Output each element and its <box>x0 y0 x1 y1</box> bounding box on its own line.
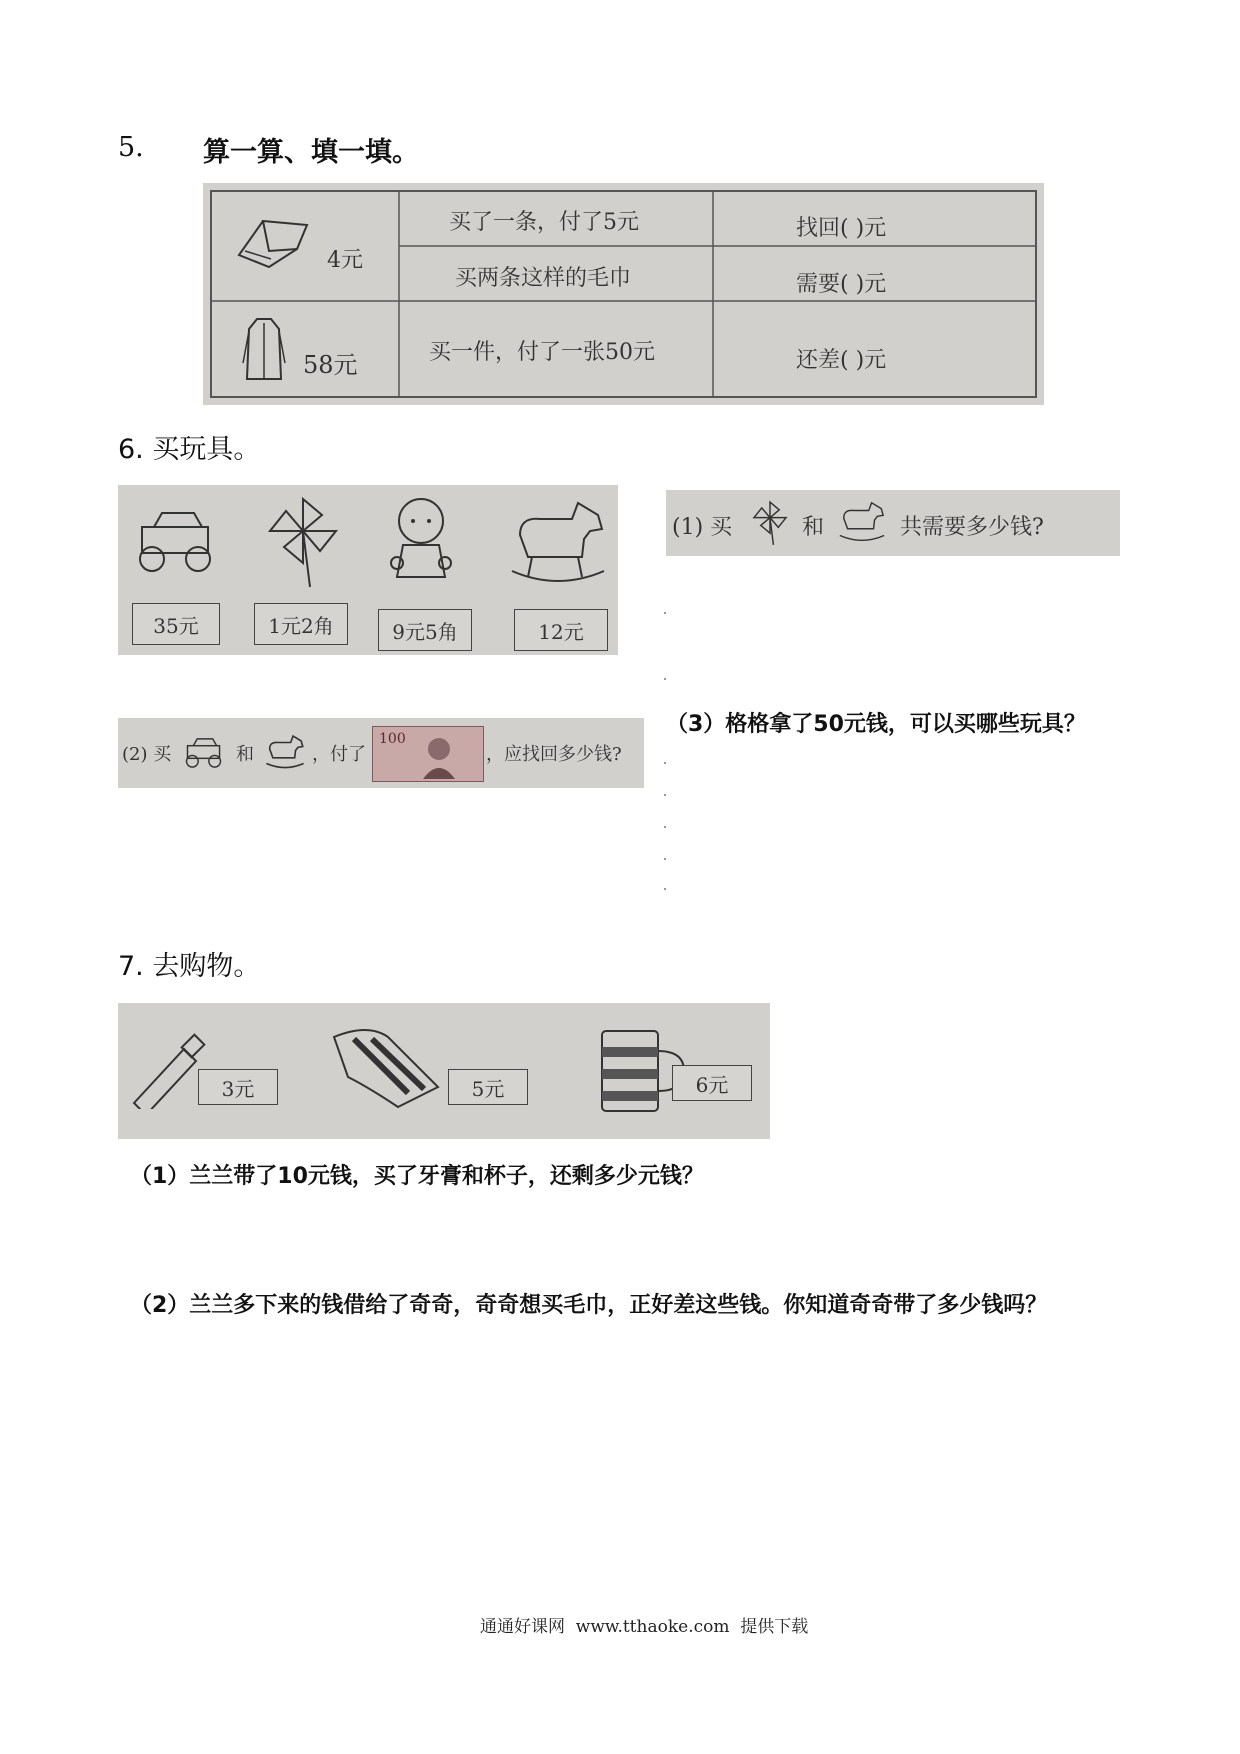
margin-dot <box>664 858 666 860</box>
pinwheel-icon <box>266 495 340 589</box>
rocking-horse-icon <box>264 732 306 774</box>
portrait-icon <box>419 733 459 779</box>
doll-icon <box>383 493 459 593</box>
q6-title: 6. 买玩具。 <box>118 434 261 465</box>
row2-action: 买两条这样的毛巾 <box>455 266 632 291</box>
q6-sub1-mid: 和 <box>802 515 825 540</box>
q6-sub3: （3）格格拿了50元钱，可以买哪些玩具？ <box>666 712 1086 737</box>
q5-table-photo <box>203 183 1044 405</box>
margin-dot <box>664 612 666 614</box>
banknote-value: 100 <box>379 731 406 747</box>
q6-sub2-prefix: (2) 买 <box>122 744 172 765</box>
footer-credit: 通通好课网 www.tthaoke.com 提供下载 <box>480 1617 809 1637</box>
q6-sub2-photo <box>118 718 644 788</box>
toy-car-icon <box>132 507 220 577</box>
margin-dot <box>664 888 666 890</box>
q6-sub2-paid: ，付了 <box>312 744 366 765</box>
towel-icon <box>328 1017 444 1113</box>
row3-answer[interactable]: 还差( )元 <box>796 348 887 373</box>
margin-dot <box>664 826 666 828</box>
pinwheel-price: 1元2角 <box>254 603 348 645</box>
q7-items-photo <box>118 1003 770 1139</box>
toothpaste-icon <box>124 1029 206 1109</box>
q6-sub1-suffix: 共需要多少钱? <box>900 515 1044 540</box>
toy-car-icon <box>182 736 226 770</box>
row2-answer[interactable]: 需要( )元 <box>796 272 887 297</box>
banknote-100-icon <box>372 726 484 782</box>
q7-sub2: （2）兰兰多下来的钱借给了奇奇，奇奇想买毛巾，正好差这些钱。你知道奇奇带了多少钱吗？ <box>130 1293 1048 1318</box>
towel-icon <box>233 215 311 271</box>
towel-price: 5元 <box>448 1069 528 1105</box>
cup-price: 6元 <box>672 1065 752 1101</box>
q7-sub1: （1）兰兰带了10元钱，买了牙膏和杯子，还剩多少元钱？ <box>130 1164 704 1189</box>
q5-title: 算一算、填一填。 <box>203 137 419 168</box>
towel-price: 4元 <box>327 248 363 273</box>
rocking-horse-icon <box>836 498 888 548</box>
margin-dot <box>664 762 666 764</box>
coat-icon <box>241 313 287 385</box>
toothpaste-price: 3元 <box>198 1069 278 1105</box>
doll-price: 9元5角 <box>378 609 472 651</box>
q6-sub1-prefix: (1) 买 <box>672 515 733 540</box>
margin-dot <box>664 678 666 680</box>
coat-price: 58元 <box>303 351 358 379</box>
q6-toys-photo <box>118 485 618 655</box>
row1-answer[interactable]: 找回( )元 <box>796 216 887 241</box>
toy-car-price: 35元 <box>132 603 220 645</box>
row1-action: 买了一条，付了5元 <box>449 210 639 235</box>
q6-sub2-mid: 和 <box>236 744 254 765</box>
q5-number: 5. <box>118 132 144 163</box>
rocking-horse-price: 12元 <box>514 609 608 651</box>
pinwheel-icon <box>752 500 788 546</box>
rocking-horse-icon <box>506 493 610 597</box>
q6-sub1-photo <box>666 490 1120 556</box>
q6-sub2-suffix: ，应找回多少钱? <box>486 744 622 765</box>
margin-dot <box>664 794 666 796</box>
row3-action: 买一件，付了一张50元 <box>429 340 655 365</box>
q7-title: 7. 去购物。 <box>118 951 261 982</box>
